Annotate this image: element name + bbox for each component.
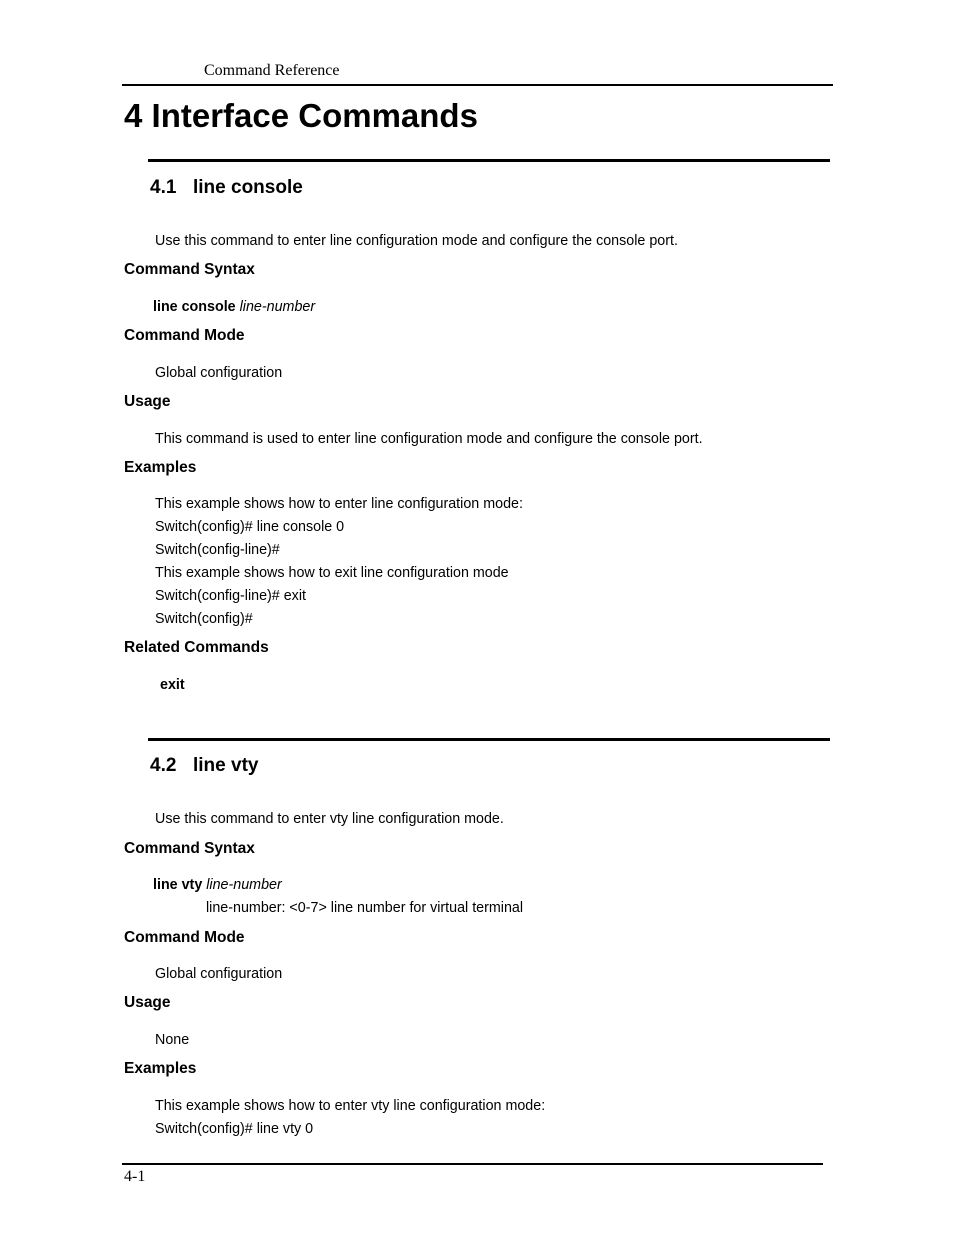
example-line: Switch(config)# line console 0 — [155, 519, 345, 535]
section-heading-line-console — [150, 177, 303, 199]
parameter-description: line-number: <0-7> line number for virtual terminal — [206, 900, 524, 916]
footer-rule — [122, 1163, 823, 1165]
example-line: This example shows how to exit line configuration mode — [155, 565, 509, 581]
usage-heading: Usage — [124, 393, 171, 410]
section-rule — [148, 738, 830, 741]
section-heading-line-vty — [150, 755, 258, 777]
section-rule — [148, 159, 830, 162]
command-syntax-heading: Command Syntax — [124, 261, 255, 278]
example-line: Switch(config-line)# — [155, 542, 280, 558]
example-line: This example shows how to enter vty line configuration mode: — [155, 1098, 546, 1114]
command-syntax — [153, 877, 282, 893]
page-number: 4-1 — [124, 1168, 146, 1185]
header-rule — [122, 84, 833, 86]
examples-heading: Examples — [124, 1060, 197, 1077]
chapter-title: 4 Interface Commands — [124, 97, 478, 134]
section-title: line vty — [193, 755, 259, 776]
syntax-argument: line-number — [206, 877, 282, 893]
command-mode: Global configuration — [155, 365, 283, 381]
examples-heading: Examples — [124, 459, 197, 476]
usage-text: This command is used to enter line configuration mode and configure the console port. — [155, 431, 703, 447]
usage-text: None — [155, 1032, 190, 1048]
command-mode-heading: Command Mode — [124, 929, 245, 946]
section-number: 4.2 — [150, 755, 177, 776]
syntax-argument: line-number — [239, 299, 316, 315]
section-description: Use this command to enter line configuration mode and configure the console port. — [155, 233, 678, 249]
syntax-command: line vty — [153, 877, 203, 893]
command-syntax — [153, 299, 315, 315]
section-title: line console — [193, 177, 303, 198]
syntax-command: line console — [153, 299, 236, 315]
example-line: Switch(config-line)# exit — [155, 588, 306, 604]
command-mode-heading: Command Mode — [124, 327, 245, 344]
usage-heading: Usage — [124, 994, 171, 1011]
related-command: exit — [160, 677, 185, 693]
command-mode: Global configuration — [155, 966, 283, 982]
example-line: Switch(config)# line vty 0 — [155, 1121, 314, 1137]
example-line: This example shows how to enter line configuration mode: — [155, 496, 523, 512]
section-description: Use this command to enter vty line configuration mode. — [155, 811, 504, 827]
related-commands-heading: Related Commands — [124, 639, 269, 656]
running-header: Command Reference — [204, 62, 340, 79]
example-line: Switch(config)# — [155, 611, 253, 627]
command-syntax-heading: Command Syntax — [124, 840, 255, 857]
section-number: 4.1 — [150, 177, 177, 198]
